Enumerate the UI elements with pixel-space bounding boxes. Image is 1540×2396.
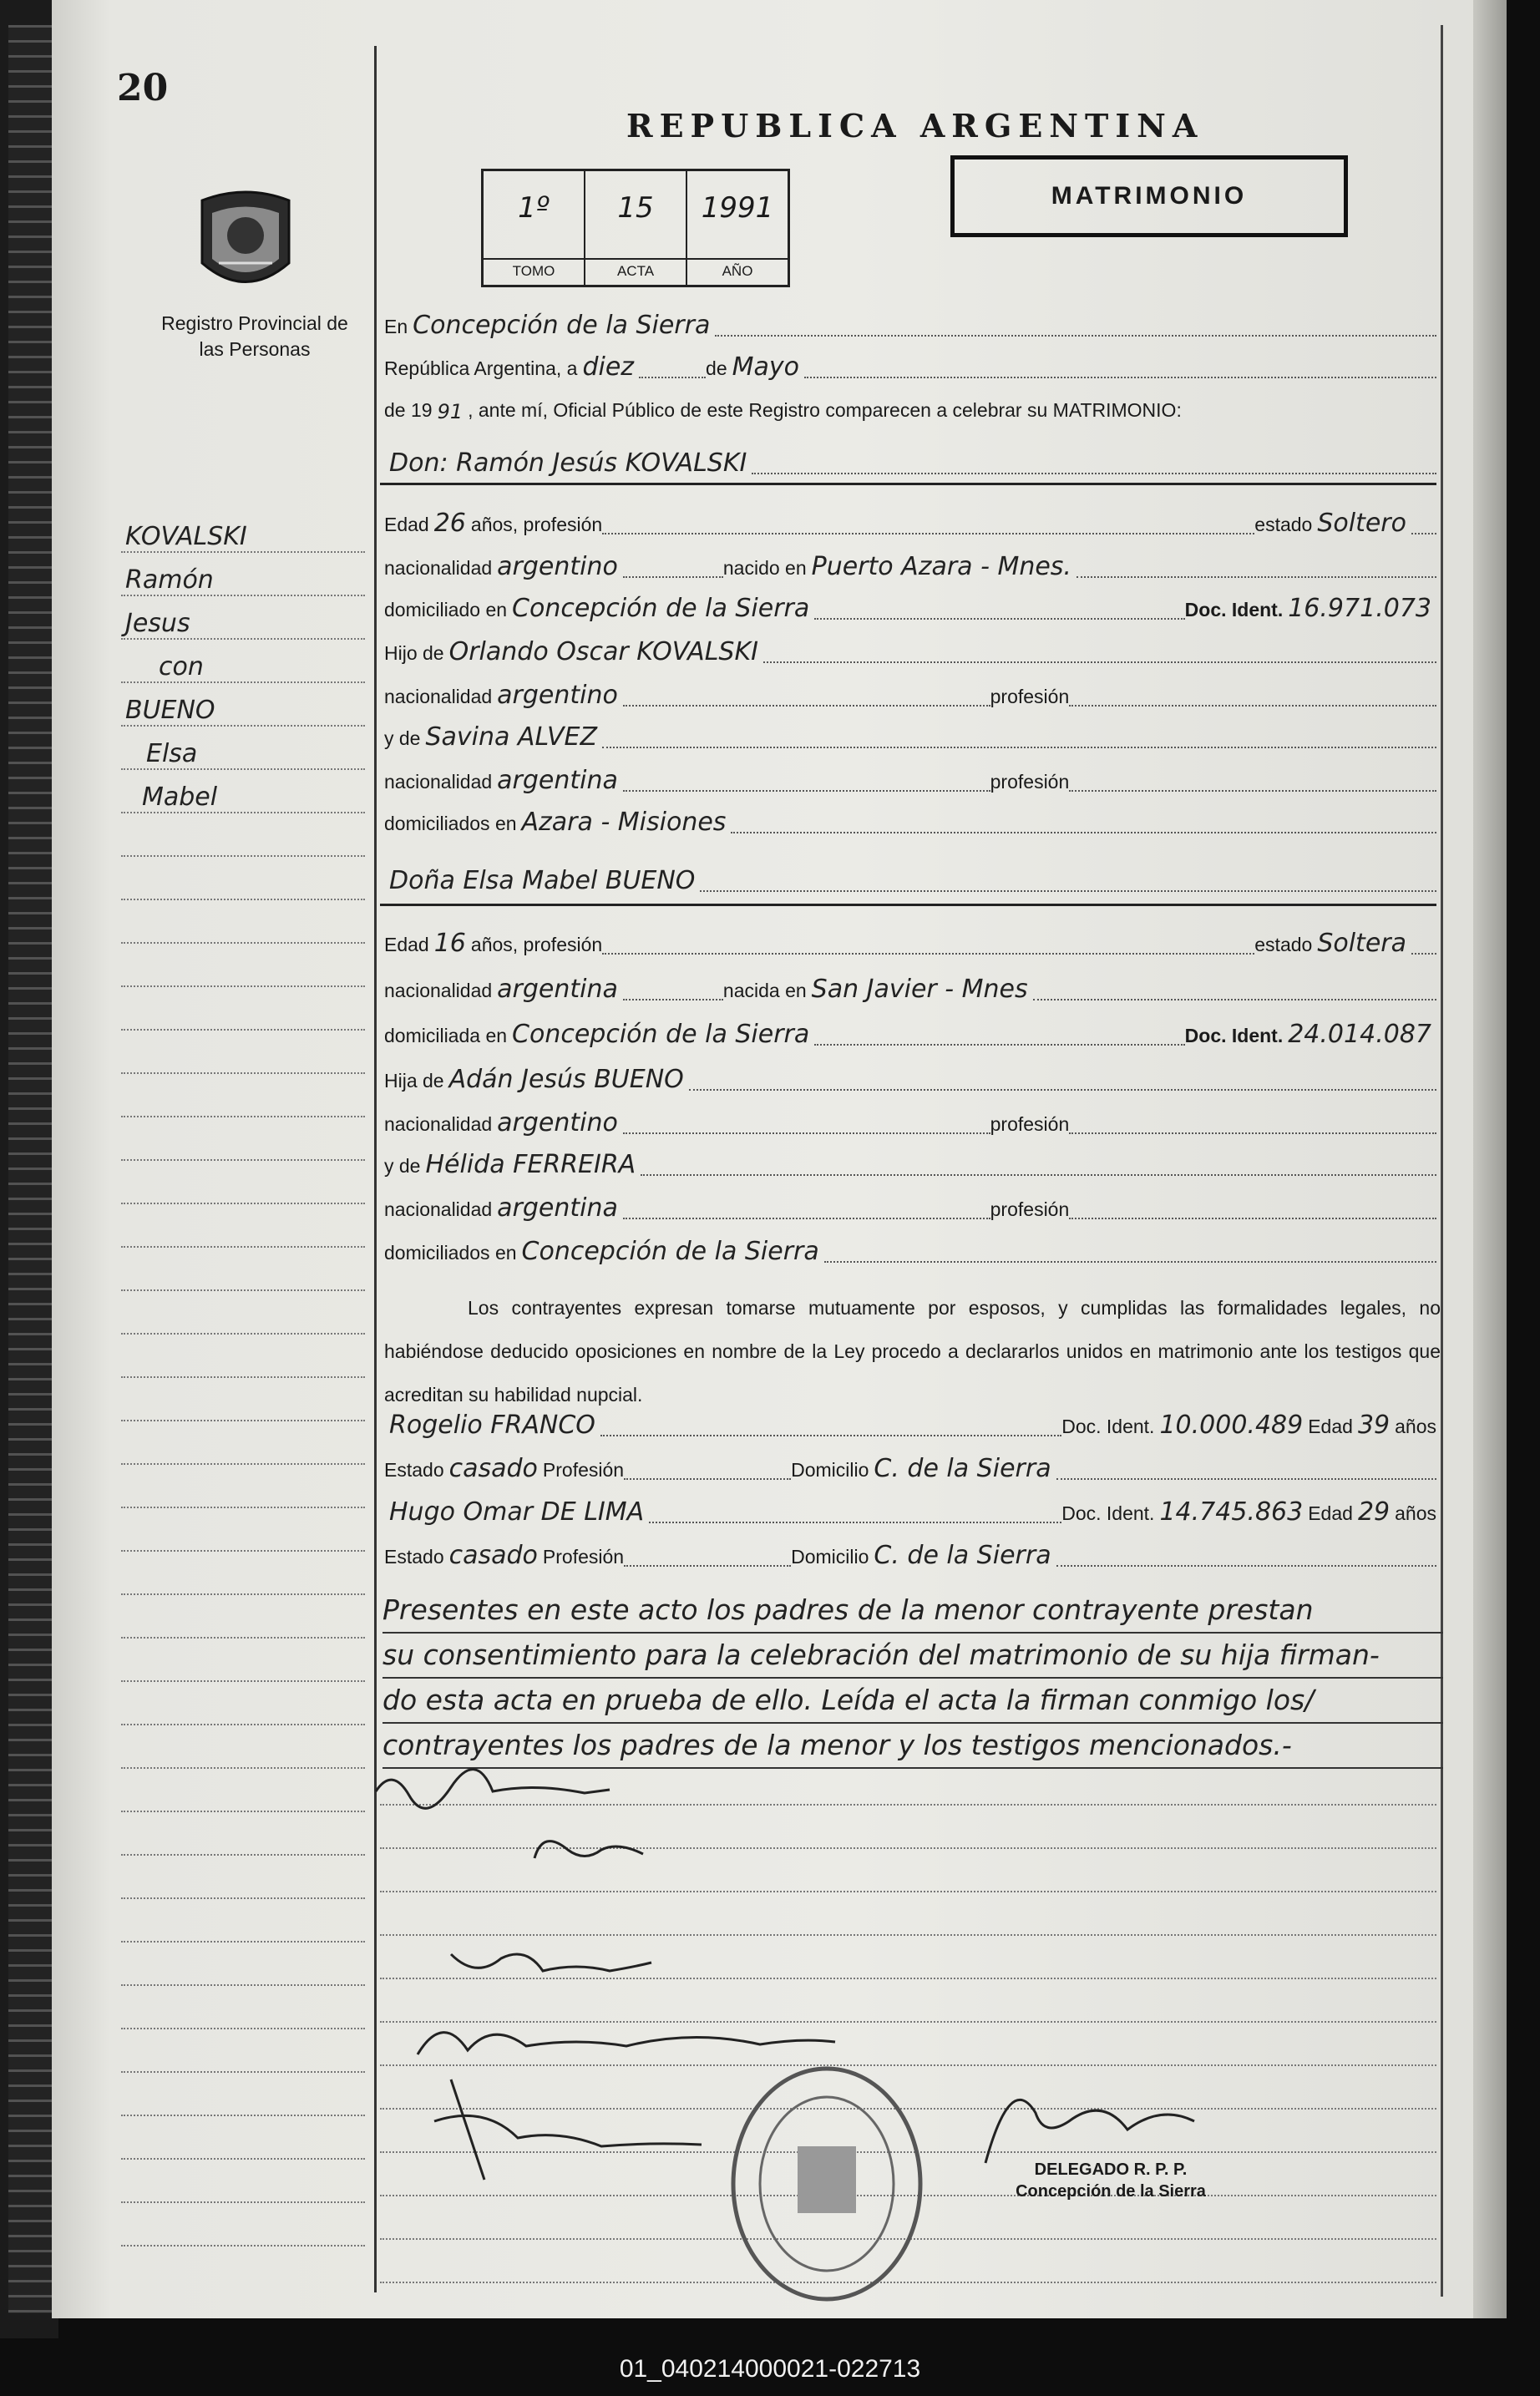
groom-nac-line: [384, 552, 1436, 583]
margin-name: Mabel: [142, 783, 218, 812]
margin-rule: [121, 595, 365, 596]
witness-1-name: Rogelio FRANCO: [389, 1411, 595, 1440]
groom-name: Don: Ramón Jesús KOVALSKI: [389, 448, 747, 478]
official-role: DELEGADO R. P. P.: [1034, 2160, 1188, 2179]
nacionalidad-label: nacionalidad: [384, 980, 493, 1001]
margin-rule: [121, 899, 365, 900]
intro-statement: , ante mí, Oficial Público de este Registro comparecen a celebrar su MATRIMONIO:: [468, 399, 1182, 421]
margin-rule: [121, 2115, 365, 2116]
bride-father-nac-line: [384, 1108, 1436, 1139]
observations: [382, 1588, 1443, 1769]
bride-mother-nac-line: [384, 1193, 1436, 1224]
groom-mother-line: [384, 722, 1436, 753]
groom-mother-nac-line: [384, 768, 1436, 797]
misiones-seal-icon: [194, 184, 297, 301]
margin-rule: [121, 812, 365, 813]
bride-father-line: [384, 1067, 1436, 1096]
bride-domicilio: Concepción de la Sierra: [512, 1020, 810, 1049]
edad-label: Edad: [1308, 1502, 1353, 1524]
margin-rule: [121, 1246, 365, 1248]
bride-mother-nac: argentina: [497, 1193, 618, 1223]
profesion-label: profesión: [990, 1113, 1070, 1135]
margin-rule: [121, 1637, 365, 1639]
anio-label: AÑO: [687, 258, 788, 280]
witness-2-name: Hugo Omar DE LIMA: [389, 1497, 645, 1527]
anios-profesion-label: años, profesión: [470, 514, 603, 535]
hija-de-label: Hija de: [384, 1070, 444, 1092]
margin-rule: [121, 2028, 365, 2029]
groom-mother: Savina ALVEZ: [425, 722, 598, 752]
doc-label: Doc. Ident.: [1061, 1416, 1155, 1437]
year-suffix: 91: [437, 400, 464, 423]
y-de-label: y de: [384, 1155, 421, 1177]
groom-age-line: [384, 511, 1436, 539]
witness-2-line: [384, 1497, 1436, 1528]
intro-statement-line: [384, 397, 1436, 425]
margin-rule: [121, 1507, 365, 1508]
groom-father-nac-line: [384, 683, 1436, 712]
official-title: [960, 2159, 1261, 2202]
groom-estado: Soltero: [1317, 509, 1406, 538]
bride-estado: Soltera: [1317, 929, 1406, 958]
estado-label: estado: [1254, 934, 1313, 955]
book-binding: [0, 0, 58, 2338]
bride-rule: [380, 904, 1436, 906]
margin-name: Jesus: [125, 609, 190, 638]
de-label: de: [706, 357, 727, 379]
profesion-label: profesión: [990, 686, 1070, 707]
groom-birthplace: Puerto Azara - Mnes.: [811, 552, 1071, 581]
bride-father: Adán Jesús BUENO: [448, 1065, 684, 1094]
profesion-label: Profesión: [542, 1546, 625, 1568]
groom-dom-line: [384, 596, 1436, 625]
country-title: REPUBLICA ARGENTINA: [626, 107, 1204, 144]
margin-divider: [374, 46, 377, 2292]
groom-name-line: [384, 448, 1436, 479]
intro-month: Mayo: [732, 352, 800, 382]
image-code: 01_040214000021-022713: [619, 2355, 921, 2383]
observation-line: do esta acta en prueba de ello. Leída el acta la firman conmigo los/: [382, 1679, 1443, 1724]
witness-1-estado: casado: [448, 1454, 538, 1483]
domicilio-label: Domicilio: [791, 1546, 869, 1568]
intro-day: diez: [582, 352, 635, 382]
margin-rule: [121, 2245, 365, 2247]
signature-mother: [409, 2004, 843, 2071]
groom-nacionalidad: argentino: [497, 552, 618, 581]
anio-value: 1991: [701, 191, 774, 225]
republic-label: República Argentina, a: [384, 357, 578, 379]
estado-label: estado: [1254, 514, 1313, 535]
margin-rule: [121, 2158, 365, 2160]
domiciliado-label: domiciliado en: [384, 599, 508, 621]
margin-rule: [121, 1159, 365, 1161]
witness-2-age: 29: [1357, 1497, 1391, 1527]
signature-bride: [526, 1825, 660, 1875]
bride-mother-line: [384, 1152, 1436, 1181]
witness-2-details-line: [384, 1543, 1436, 1572]
margin-rule: [121, 1289, 365, 1291]
bride-mother: Hélida FERREIRA: [425, 1150, 636, 1179]
margin-rule: [121, 985, 365, 987]
nacido-label: nacido en: [722, 557, 807, 579]
intro-place: Concepción de la Sierra: [413, 311, 711, 340]
anios-profesion-label: años, profesión: [470, 934, 603, 955]
doc-label: Doc. Ident.: [1184, 599, 1284, 621]
margin-rule: [121, 638, 365, 640]
registry-name: Registro Provincial de las Personas: [161, 312, 348, 360]
signature-father: [443, 1938, 660, 1988]
witness-1-doc: 10.000.489: [1159, 1411, 1304, 1440]
margin-rule: [121, 855, 365, 857]
signature-official: [960, 2063, 1211, 2171]
anios-label: años: [1395, 1502, 1436, 1524]
bride-age: 16: [433, 929, 466, 958]
groom-rule: [380, 483, 1436, 485]
domiciliados-label: domiciliados en: [384, 1242, 517, 1264]
groom-mother-nac: argentina: [497, 766, 618, 795]
margin-name: BUENO: [125, 696, 215, 725]
witness-1-domicilio: C. de la Sierra: [874, 1454, 1051, 1483]
act-type-box: MATRIMONIO: [950, 155, 1348, 237]
bride-parents-dom-line: [384, 1239, 1436, 1268]
acta-value: 15: [617, 191, 654, 225]
margin-rule: [121, 2071, 365, 2073]
signature-witness: [418, 2071, 718, 2205]
nacionalidad-label: nacionalidad: [384, 557, 493, 579]
intro-date-line: [384, 352, 1436, 383]
domicilio-label: Domicilio: [791, 1459, 869, 1481]
observation-line: su consentimiento para la celebración del matrimonio de su hija firman-: [382, 1634, 1443, 1679]
margin-rule: [121, 1767, 365, 1769]
bride-parents-dom: Concepción de la Sierra: [521, 1237, 819, 1266]
nacionalidad-label: nacionalidad: [384, 771, 493, 793]
intro-place-line: [384, 313, 1436, 342]
margin-rule: [121, 2201, 365, 2203]
profesion-label: profesión: [990, 771, 1070, 793]
tomo-value: 1º: [518, 191, 550, 225]
groom-doc: 16.971.073: [1288, 594, 1431, 623]
margin-rule: [121, 1029, 365, 1031]
bride-name: Doña Elsa Mabel BUENO: [389, 866, 696, 895]
witness-2-estado: casado: [448, 1541, 538, 1570]
margin-rule: [121, 1854, 365, 1856]
margin-rule: [121, 1724, 365, 1725]
domiciliada-label: domiciliada en: [384, 1025, 508, 1046]
margin-rule: [121, 1984, 365, 1986]
bride-age-line: [384, 931, 1436, 960]
profesion-label: Profesión: [542, 1459, 625, 1481]
estado-label: Estado: [384, 1459, 444, 1481]
groom-domicilio: Concepción de la Sierra: [512, 594, 810, 623]
bride-doc: 24.014.087: [1288, 1020, 1431, 1049]
margin-name: KOVALSKI: [125, 522, 247, 551]
margin-rule: [121, 1680, 365, 1682]
witness-2-domicilio: C. de la Sierra: [874, 1541, 1051, 1570]
margin-rule: [121, 1203, 365, 1204]
margin-rule: [121, 725, 365, 727]
bride-birthplace: San Javier - Mnes: [811, 975, 1028, 1004]
estado-label: Estado: [384, 1546, 444, 1568]
margin-rule: [121, 1376, 365, 1378]
doc-label: Doc. Ident.: [1061, 1502, 1155, 1524]
doc-label: Doc. Ident.: [1184, 1025, 1284, 1046]
anios-label: años: [1395, 1416, 1436, 1437]
bride-father-nac: argentino: [497, 1108, 618, 1137]
margin-rule: [121, 681, 365, 683]
margin-rule: [121, 1941, 365, 1943]
official-stamp-icon: [727, 2063, 927, 2305]
margin-rule: [121, 1897, 365, 1899]
margin-rule: [121, 942, 365, 944]
margin-rule: [121, 1333, 365, 1335]
margin-rule: [121, 768, 365, 770]
bride-dom-line: [384, 1022, 1436, 1051]
groom-father: Orlando Oscar KOVALSKI: [448, 637, 758, 666]
tomo-label: TOMO: [484, 258, 584, 280]
nacionalidad-label: nacionalidad: [384, 1113, 493, 1135]
declaration-text: Los contrayentes expresan tomarse mutuamente por esposos, y cumplidas las formalidades legales, no habiéndose deducido oposiciones en nombre de la Ley procedo a declararlos unidos en matrimonio ante los testigos que acreditan su habilidad nupcial.: [384, 1297, 1441, 1406]
bride-nac-line: [384, 977, 1436, 1006]
margin-rule: [121, 1116, 365, 1117]
official-place: Concepción de la Sierra: [1016, 2182, 1206, 2201]
observation-line: contrayentes los padres de la menor y los testigos mencionados.-: [382, 1724, 1443, 1769]
witness-1-age: 39: [1357, 1411, 1391, 1440]
hijo-de-label: Hijo de: [384, 642, 444, 664]
tomo-acta-ano-box: [481, 169, 790, 287]
margin-rule: [121, 551, 365, 553]
signature-rule: [380, 1891, 1436, 1892]
witness-1-details-line: [384, 1456, 1436, 1485]
acta-label: ACTA: [585, 258, 686, 280]
bride-name-line: [384, 866, 1436, 897]
edad-label: Edad: [1308, 1416, 1353, 1437]
nacionalidad-label: nacionalidad: [384, 1198, 493, 1220]
groom-age: 26: [433, 509, 466, 538]
margin-rule: [121, 1593, 365, 1595]
signature-groom: [367, 1758, 618, 1816]
margin-rule: [121, 1420, 365, 1421]
en-label: En: [384, 316, 408, 337]
nacida-label: nacida en: [722, 980, 807, 1001]
year-prefix: de 19: [384, 399, 433, 421]
signature-rule: [380, 1934, 1436, 1936]
witness-2-doc: 14.745.863: [1159, 1497, 1304, 1527]
right-divider: [1441, 25, 1443, 2297]
groom-father-line: [384, 637, 1436, 668]
margin-name: con: [159, 652, 204, 681]
margin-rule: [121, 1550, 365, 1552]
page-number: 20: [117, 67, 169, 109]
groom-parents-dom-line: [384, 810, 1436, 838]
bride-nacionalidad: argentina: [497, 975, 618, 1004]
y-de-label: y de: [384, 727, 421, 749]
groom-father-nac: argentino: [497, 681, 618, 710]
margin-name: Elsa: [146, 739, 198, 768]
margin-rule: [121, 1463, 365, 1465]
groom-parents-dom: Azara - Misiones: [521, 808, 727, 837]
witness-1-line: [384, 1413, 1436, 1441]
margin-rule: [121, 1072, 365, 1074]
margin-rule: [121, 1811, 365, 1812]
edad-label: Edad: [384, 514, 429, 535]
profesion-label: profesión: [990, 1198, 1070, 1220]
edad-label: Edad: [384, 934, 429, 955]
margin-name: Ramón: [125, 565, 214, 595]
nacionalidad-label: nacionalidad: [384, 686, 493, 707]
observation-line: Presentes en este acto los padres de la menor contrayente prestan: [382, 1588, 1443, 1634]
domiciliados-label: domiciliados en: [384, 813, 517, 834]
